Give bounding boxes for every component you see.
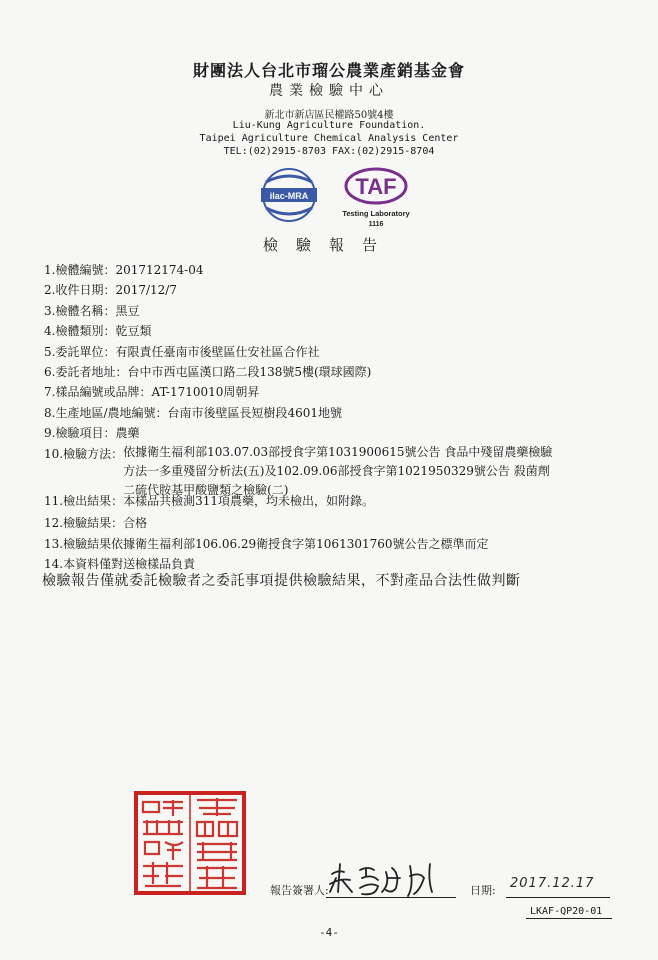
method-line: 依據衛生福利部103.07.03部授食字第1031900615號公告 食品中殘留農藥檢驗 [123,445,553,459]
taf-logo-text: TAF [355,174,397,199]
field-row [44,281,177,298]
field-label: 3.檢體名稱： [44,304,116,318]
method-line: 方法一多重殘留分析法(五)及102.09.06部授食字第1021950329號公告 殺菌劑 [123,464,550,478]
field-row [44,535,489,552]
field-row [44,343,319,360]
signature-line [326,897,456,898]
field-label: 8.生產地區/農地編號： [44,406,168,420]
field-label: 1.檢體編號： [44,263,116,277]
field-row [44,363,371,380]
signer-label: 報告簽署人: [270,884,329,897]
form-code-underline [526,918,612,919]
taf-lab-number: 1116 [368,221,384,228]
field-value: 乾豆類 [115,324,152,338]
field-label: 14.本資料僅對送檢樣品負責 [44,557,196,571]
center-name: 農業檢驗中心 [269,83,389,99]
field-label: 10.檢驗方法： [44,447,124,461]
field-value: 2017/12/7 [115,283,177,297]
field-label: 9.檢驗項目： [44,426,116,440]
field-row [44,261,204,278]
field-row [44,424,139,441]
field-value: 台中市西屯區漢口路二段138號5樓(環球國際) [127,365,372,379]
org-name: 財團法人台北市瑠公農業產銷基金會 [192,61,465,80]
field-label: 2.收件日期： [44,283,116,297]
field-row [44,514,147,531]
field-row [44,492,374,509]
ilac-logo-text: ilac-MRA [269,191,309,201]
date-line [506,897,610,898]
tel-fax: TEL:(02)2915-8703 FAX:(02)2915-8704 [223,146,435,157]
field-label: 12.檢驗結果： [44,516,124,530]
ilac-mra-logo [258,166,320,224]
page-number: -4- [319,926,339,939]
field-value: 衛生福利部106.06.29衛授食字第1061301760號公告之標準而定 [135,537,489,551]
disclaimer: 檢驗報告僅就委託檢驗者之委託事項提供檢驗結果，不對產品合法性做判斷 [42,573,521,589]
report-title: 檢驗報告 [262,236,395,254]
field-value: AT-1710010周朝昇 [151,385,260,399]
center-name-en: Taipei Agriculture Chemical Analysis Center [199,133,459,144]
field-value: 合格 [123,516,148,530]
field-value: 有限責任臺南市後壁區仕安社區合作社 [115,345,320,359]
field-label: 6.委託者地址： [44,365,128,379]
method-line: 二硫代胺基甲酸鹽類之檢驗(二) [123,483,289,497]
field-row [44,383,259,400]
taf-logo [334,166,420,232]
org-name-en: Liu-Kung Agriculture Foundation. [232,120,426,131]
official-seal-stamp [133,790,247,896]
handwritten-date: 2017.12.17 [510,876,595,891]
org-address: 新北市新店區民權路50號4樓 [264,110,394,121]
field-value: 本樣品共檢測311項農藥，均未檢出，如附錄。 [123,494,374,508]
field-label: 11.檢出結果： [44,494,124,508]
field-value: 201712174-04 [115,263,204,277]
field-label: 13.檢驗結果依據 [44,537,136,551]
field-label: 5.委託單位： [44,345,116,359]
field-row [44,404,342,421]
date-label: 日期: [470,884,496,897]
field-value: 黑豆 [115,304,140,318]
form-code: LKAF-QP20-01 [530,906,603,917]
field-label: 7.樣品編號或品牌： [44,385,152,399]
taf-subtitle: Testing Laboratory [342,209,410,218]
field-label: 4.檢體類別： [44,324,116,338]
field-value: 台南市後壁區長短樹段4601地號 [167,406,343,420]
field-value: 農藥 [115,426,140,440]
field-row [44,302,139,319]
field-row [44,322,151,339]
